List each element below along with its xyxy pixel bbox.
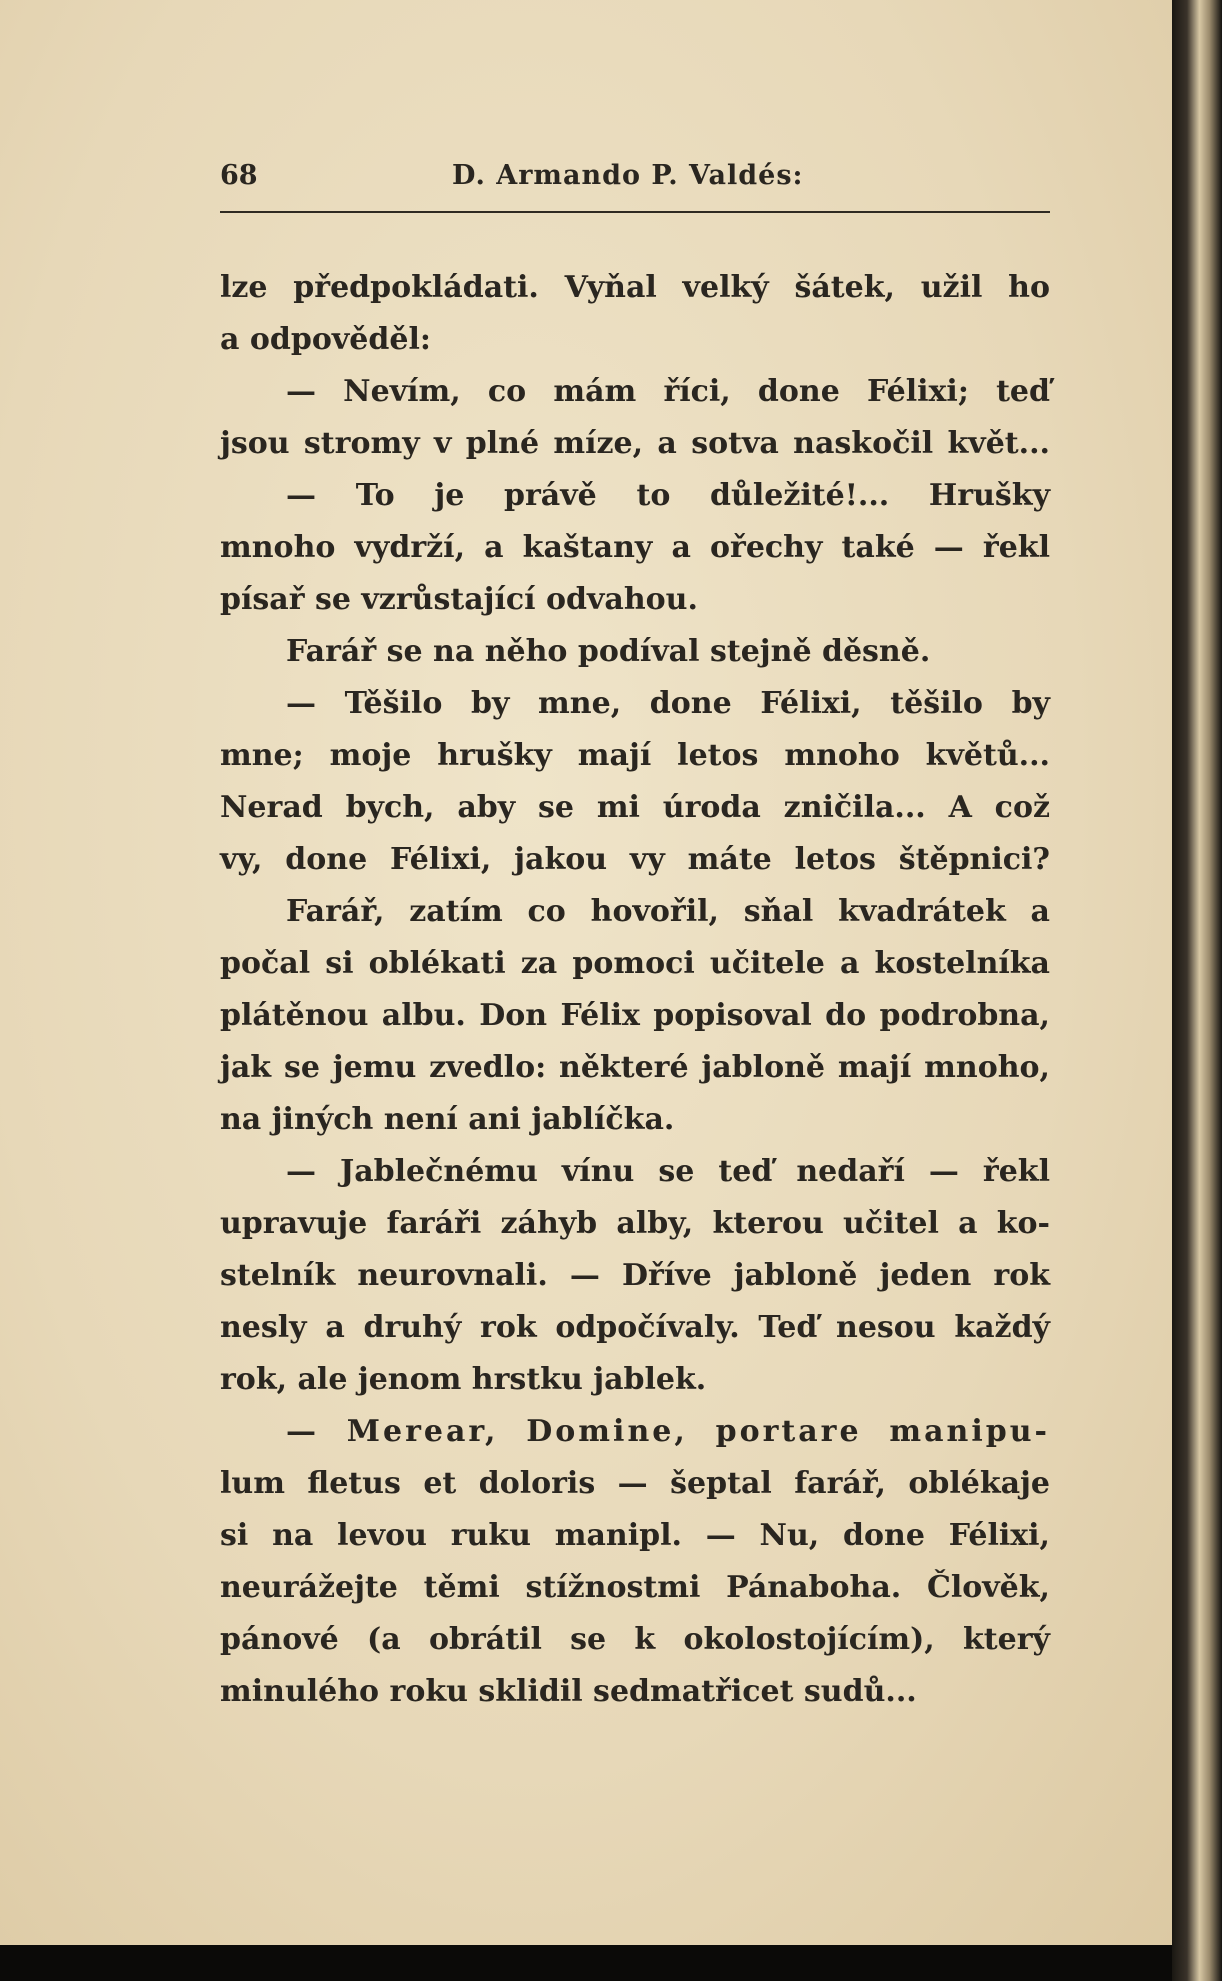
page-number: 68: [220, 160, 258, 191]
text-line: pánové (a obrátil se k okolostojícím), který: [220, 1622, 1050, 1657]
text-line: — Těšilo by mne, done Félixi, těšilo by: [286, 686, 1050, 721]
body-text: [220, 262, 1050, 1718]
text-line: jsou stromy v plné míze, a sotva naskočil květ...: [220, 426, 1050, 461]
text-line: plátěnou albu. Don Félix popisoval do podrobna,: [220, 998, 1050, 1033]
text-line: — Jablečnému vínu se teď nedaří — řekl: [286, 1154, 1050, 1189]
text-line: neurážejte těmi stížnostmi Pánaboha. Člověk,: [220, 1570, 1050, 1605]
text-line: vy, done Félixi, jakou vy máte letos štěpnici?: [220, 842, 1050, 877]
text-line: Farář, zatím co hovořil, sňal kvadrátek a: [286, 894, 1050, 929]
text-line: — Nevím, co mám říci, done Félixi; teď: [286, 374, 1050, 409]
text-line: minulého roku sklidil sedmatřicet sudů...: [220, 1674, 917, 1709]
text-line: Nerad bych, aby se mi úroda zničila... A což: [220, 790, 1050, 825]
text-line: nesly a druhý rok odpočívaly. Teď nesou každý: [220, 1310, 1050, 1345]
page-edge: [1172, 0, 1222, 1981]
text-line: si na levou ruku manipl. — Nu, done Félixi,: [220, 1518, 1050, 1553]
text-line: mne; moje hrušky mají letos mnoho květů...: [220, 738, 1050, 773]
text-line: rok, ale jenom hrstku jablek.: [220, 1362, 707, 1397]
text-line: upravuje faráři záhyb alby, kterou učitel a ko-: [220, 1206, 1050, 1241]
text-line: — Merear, Domine, portare manipu-: [286, 1414, 1050, 1449]
text-line: Farář se na něho podíval stejně děsně.: [286, 634, 931, 669]
text-line: — To je právě to důležité!... Hrušky: [286, 478, 1050, 513]
text-line: stelník neurovnali. — Dříve jabloně jeden rok: [220, 1258, 1050, 1293]
text-line: jak se jemu zvedlo: některé jabloně mají mnoho,: [220, 1050, 1050, 1085]
text-line: a odpověděl:: [220, 322, 431, 357]
text-line: mnoho vydrží, a kaštany a ořechy také — řekl: [220, 530, 1050, 565]
text-line: na jiných není ani jablíčka.: [220, 1102, 675, 1137]
text-line: počal si oblékati za pomoci učitele a kostelníka: [220, 946, 1050, 981]
text-line: lum fletus et doloris — šeptal farář, oblékaje: [220, 1466, 1050, 1501]
page-header: [220, 160, 1050, 200]
header-rule: [220, 211, 1050, 213]
running-title: D. Armando P. Valdés:: [452, 160, 804, 191]
text-line: lze předpokládati. Vyňal velký šátek, užil ho: [220, 270, 1050, 305]
text-line: písař se vzrůstající odvahou.: [220, 582, 698, 617]
